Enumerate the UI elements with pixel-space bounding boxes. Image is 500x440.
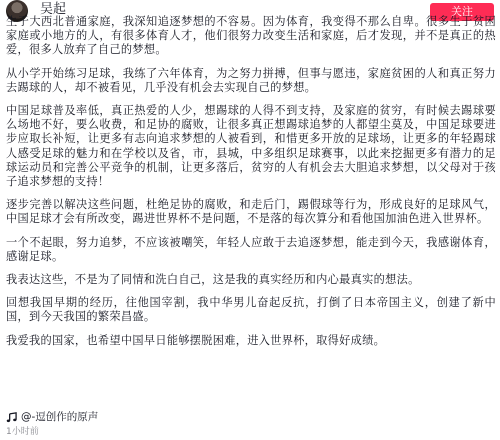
caption-paragraph: 我爱我的国家，也希望中国早日能够摆脱困难，进入世界杯，取得好成绩。: [6, 333, 386, 347]
follow-button[interactable]: 关注: [430, 3, 494, 21]
caption-paragraph: 生于大西北普通家庭，我深知追逐梦想的不容易。因为体育，我变得不那么自卑。很多生于贫困家庭或小地方的人，有很多体育人才，他们很努力改变生活和家庭，后才发现，并不是真正的热爱，很多人放弃了自己的梦想。: [6, 15, 496, 57]
caption-paragraph: 回想我国早期的经历，往他国宰割，我中华男儿奋起反抗，打倒了日本帝国主义，创建了新中国，到今天我国的繁荣昌盛。: [6, 296, 496, 324]
caption-paragraph: 中国足球普及率低，真正热爱的人少，想踢球的人得不到支持，及家庭的贫穷，有时候去踢球要么场地不好，要么收费，和足协的腐败，让很多真正想踢球追梦的人都望尘莫及，中国足球要进步应取长补短，让更多有志向追求梦想的人被看到，和惜更多开放的足球场，让更多的年轻踢球人感受足球的魅力和在学校以及省，市，县城，中多组织足球赛事，以此来挖掘更多有潜力的足球运动员和完善公平竞争的机制，让更多落后，贫穷的人有机会去大胆追求梦想，以父母对于孩子追求梦想的支持！: [6, 104, 496, 189]
music-title[interactable]: @-逗创作的原声: [21, 411, 99, 423]
caption-paragraph: 一个不起眼，努力追梦，不应该被嘲笑，年轻人应敢于去追逐梦想，能走到今天，我感谢体育，感谢足球。: [6, 235, 496, 263]
music-link[interactable]: [6, 410, 98, 424]
music-note-icon: [6, 412, 17, 423]
caption-paragraph: 从小学开始练习足球，我练了六年体育，为之努力拼搏，但事与愿违，家庭贫困的人和真正努力去踢球的人，却不被看见，几乎没有机会去实现自己的梦想。: [6, 66, 496, 94]
caption-paragraph: 我表达这些，不是为了同情和洗白自己，这是我的真实经历和内心最真实的想法。: [6, 273, 420, 287]
post-caption: [6, 15, 496, 357]
post-timestamp: 1小时前: [6, 427, 39, 437]
caption-paragraph: 逐步完善以解决这些问题，杜绝足协的腐败，和走后门，踢假球等行为，形成良好的足球风气，中国足球才会有所改变，踢进世界杯不是问题，不是落的每次算分和看他国加油色进入世界杯。: [6, 198, 496, 226]
author-name[interactable]: 吴起: [40, 2, 67, 17]
